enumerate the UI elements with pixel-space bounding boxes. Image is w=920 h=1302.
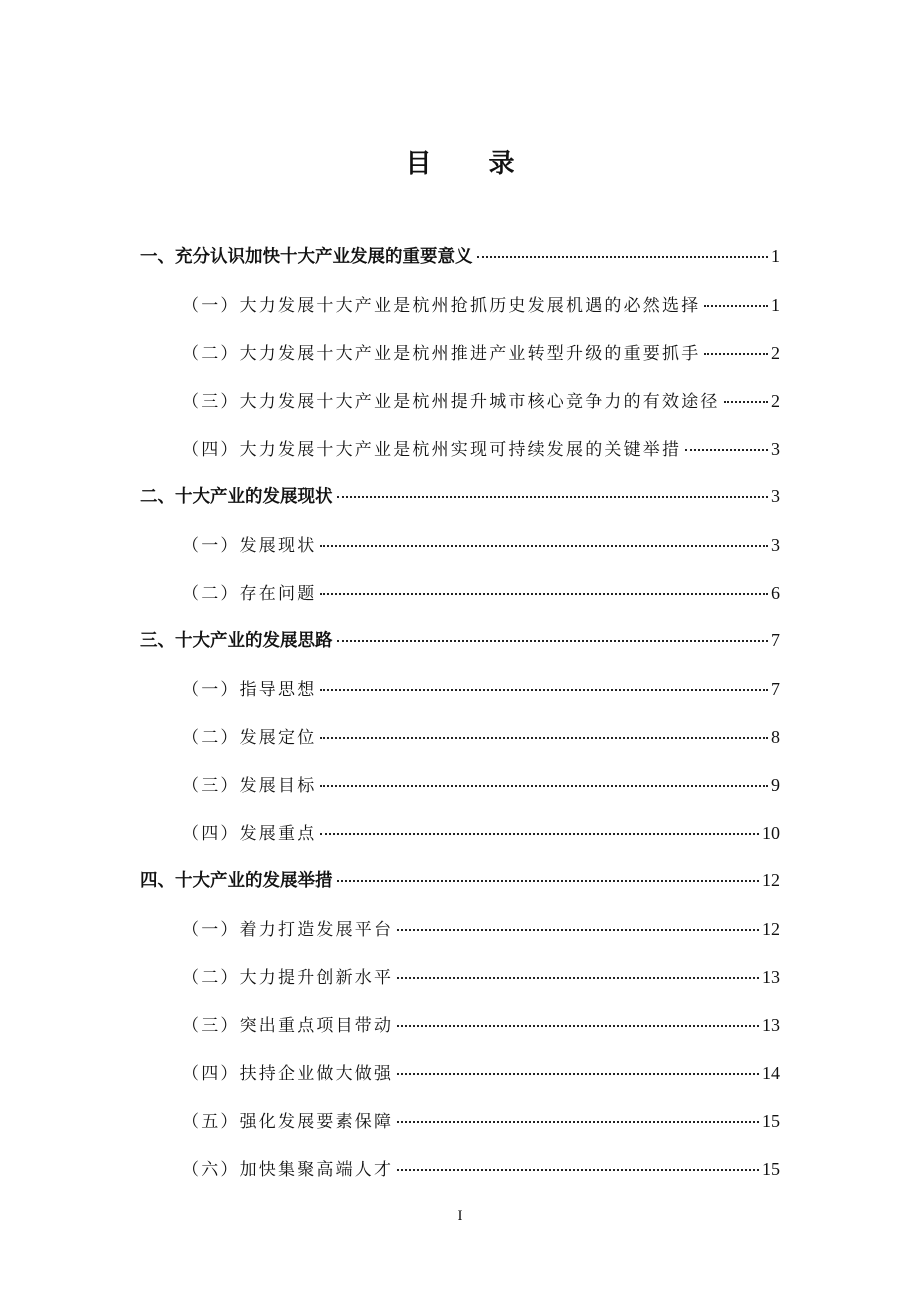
- toc-entry-page: 3: [771, 486, 780, 506]
- toc-entry-section-3[interactable]: [140, 627, 780, 657]
- dot-leader: [320, 737, 768, 739]
- toc-entry-label: （一）指导思想: [182, 680, 317, 700]
- toc-entry-page: 14: [762, 1063, 780, 1083]
- toc-entry-4-6[interactable]: [182, 1155, 780, 1185]
- dot-leader: [397, 977, 759, 979]
- toc-entry-page: 2: [771, 343, 780, 363]
- toc-entry-label: 三、十大产业的发展思路: [140, 631, 333, 651]
- toc-entry-page: 10: [762, 823, 780, 843]
- dot-leader: [320, 833, 759, 835]
- dot-leader: [337, 496, 769, 498]
- toc-entry-label: （三）发展目标: [182, 776, 317, 796]
- toc-entry-4-5[interactable]: [182, 1107, 780, 1137]
- toc-entry-label: （二）大力发展十大产业是杭州推进产业转型升级的重要抓手: [182, 344, 701, 364]
- toc-entry-label: （四）大力发展十大产业是杭州实现可持续发展的关键举措: [182, 440, 682, 460]
- dot-leader: [685, 449, 768, 451]
- toc-entry-1-3[interactable]: [182, 387, 780, 417]
- toc-entry-label: 一、充分认识加快十大产业发展的重要意义: [140, 247, 473, 267]
- dot-leader: [320, 689, 768, 691]
- page-number: I: [457, 1208, 463, 1224]
- toc-entry-page: 3: [771, 535, 780, 555]
- dot-leader: [477, 256, 769, 258]
- dot-leader: [704, 305, 768, 307]
- dot-leader: [397, 1121, 759, 1123]
- toc-entry-2-2[interactable]: [182, 579, 780, 609]
- toc-entry-page: 3: [771, 439, 780, 459]
- dot-leader: [724, 401, 768, 403]
- toc-entry-section-1[interactable]: [140, 243, 780, 273]
- toc-entry-label: （一）着力打造发展平台: [182, 920, 394, 940]
- toc-entry-label: （四）扶持企业做大做强: [182, 1064, 394, 1084]
- toc-entry-label: （一）大力发展十大产业是杭州抢抓历史发展机遇的必然选择: [182, 296, 701, 316]
- toc-entry-label: 四、十大产业的发展举措: [140, 871, 333, 891]
- dot-leader: [337, 640, 769, 642]
- toc-entry-page: 15: [762, 1159, 780, 1179]
- toc-entry-label: （二）发展定位: [182, 728, 317, 748]
- toc-entry-3-2[interactable]: [182, 723, 780, 753]
- toc-entry-4-2[interactable]: [182, 963, 780, 993]
- toc-entry-label: （二）大力提升创新水平: [182, 968, 394, 988]
- toc-entry-label: （一）发展现状: [182, 536, 317, 556]
- toc-entry-page: 12: [762, 870, 780, 890]
- toc-entry-page: 1: [771, 295, 780, 315]
- toc-entry-label: 二、十大产业的发展现状: [140, 487, 333, 507]
- dot-leader: [320, 593, 768, 595]
- dot-leader: [320, 785, 768, 787]
- toc-entry-label: （六）加快集聚高端人才: [182, 1160, 394, 1180]
- dot-leader: [397, 1073, 759, 1075]
- dot-leader: [337, 880, 760, 882]
- toc-entry-page: 7: [771, 630, 780, 650]
- dot-leader: [397, 929, 759, 931]
- toc-entry-section-4[interactable]: [140, 867, 780, 897]
- toc-entry-4-1[interactable]: [182, 915, 780, 945]
- toc-entry-4-3[interactable]: [182, 1011, 780, 1041]
- toc-entry-label: （二）存在问题: [182, 584, 317, 604]
- toc-entry-page: 1: [771, 246, 780, 266]
- dot-leader: [397, 1025, 759, 1027]
- toc-entry-page: 13: [762, 1015, 780, 1035]
- toc-entry-page: 2: [771, 391, 780, 411]
- toc-entry-page: 13: [762, 967, 780, 987]
- toc-entry-1-4[interactable]: [182, 435, 780, 465]
- toc-entry-label: （四）发展重点: [182, 824, 317, 844]
- toc-entry-section-2[interactable]: [140, 483, 780, 513]
- toc-entry-label: （三）突出重点项目带动: [182, 1016, 394, 1036]
- toc-entry-page: 12: [762, 919, 780, 939]
- toc-entry-page: 9: [771, 775, 780, 795]
- toc-entry-label: （五）强化发展要素保障: [182, 1112, 394, 1132]
- toc-entry-2-1[interactable]: [182, 531, 780, 561]
- toc-entry-3-1[interactable]: [182, 675, 780, 705]
- toc-entry-page: 7: [771, 679, 780, 699]
- page-title: 目 录: [405, 149, 539, 179]
- dot-leader: [397, 1169, 759, 1171]
- toc-entry-4-4[interactable]: [182, 1059, 780, 1089]
- toc-entry-1-1[interactable]: [182, 291, 780, 321]
- dot-leader: [320, 545, 768, 547]
- toc-entry-page: 6: [771, 583, 780, 603]
- toc-entry-1-2[interactable]: [182, 339, 780, 369]
- dot-leader: [704, 353, 768, 355]
- toc-entry-3-3[interactable]: [182, 771, 780, 801]
- toc-entry-3-4[interactable]: [182, 819, 780, 849]
- toc-entry-page: 8: [771, 727, 780, 747]
- toc-entry-label: （三）大力发展十大产业是杭州提升城市核心竞争力的有效途径: [182, 392, 720, 412]
- toc-entry-page: 15: [762, 1111, 780, 1131]
